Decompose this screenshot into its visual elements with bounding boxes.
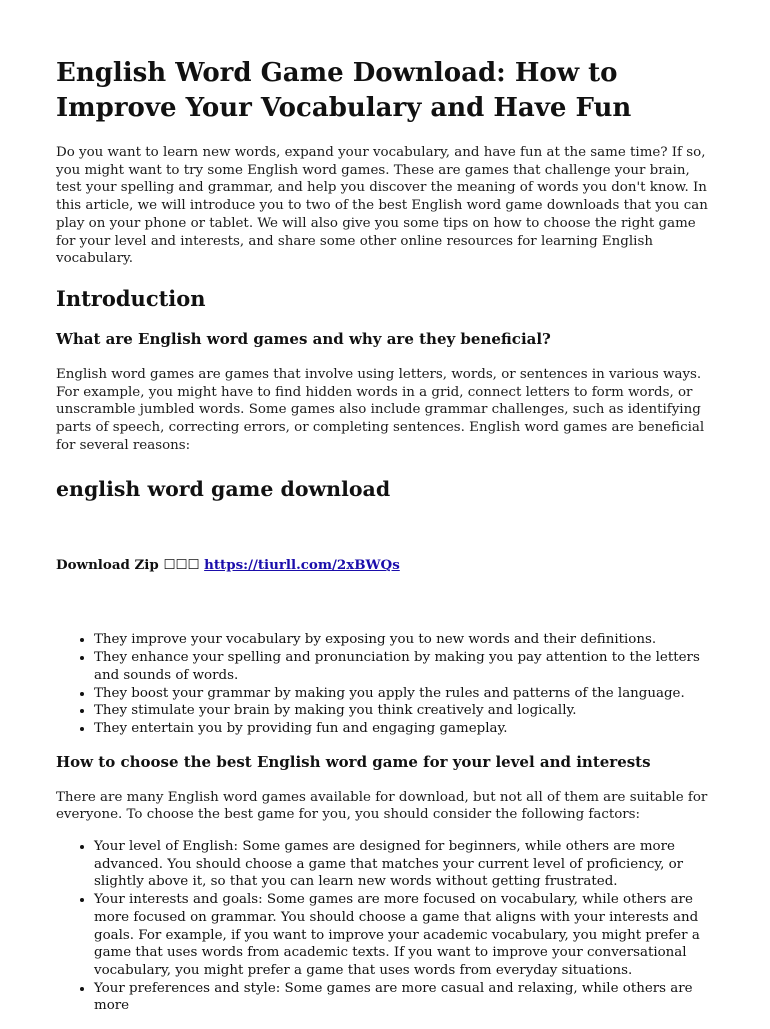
what-heading: What are English word games and why are they beneficial? — [56, 329, 551, 348]
download-link[interactable]: https://tiurll.com/2xBWQs — [204, 557, 400, 574]
list-item: • Your level of English: Some games are designed for beginners, while others are more advanced. You should choose a game that matches your current level of proficiency, or slightly above it, so that you can learn new words without getting frustrated. — [94, 838, 716, 891]
list-item: • Your preferences and style: Some games are more casual and relaxing, while others are more — [94, 980, 716, 1015]
page-title: English Word Game Download: How to Improve Your Vocabulary and Have Fun — [56, 58, 632, 123]
list-item: • They boost your grammar by making you apply the rules and patterns of the language. — [94, 685, 716, 703]
list-item: • They entertain you by providing fun and engaging gameplay. — [94, 720, 716, 738]
arrow-glyphs: ☐☐☐ — [163, 558, 200, 574]
what-paragraph: English word games are games that involve using letters, words, or sentences in various ways. For example, you might have to find hidden words in a grid, connect letters to form words, or unscramble jumbled words. Some games also include grammar challenges, such as identifying parts of speech, correcting errors, or completing sentences. English word games are beneficial for several reasons: — [56, 366, 705, 453]
download-line — [56, 556, 716, 575]
introduction-heading: Introduction — [56, 285, 206, 311]
intro-paragraph: Do you want to learn new words, expand your vocabulary, and have fun at the same time? If so, you might want to try some English word games. These are games that challenge your brain, test your spelling and grammar, and help you discover the meaning of words you don't know. In this article, we will introduce you to two of the best English word game downloads that you can play on your phone or tablet. We will also give you some tips on how to choose the right game for your level and interests, and share some other online resources for learning English vocabulary. — [56, 145, 708, 267]
factors-list — [56, 838, 716, 1015]
list-item: • They improve your vocabulary by exposing you to new words and their definitions. — [94, 631, 716, 649]
list-item: • They stimulate your brain by making you think creatively and logically. — [94, 702, 716, 720]
choose-heading: How to choose the best English word game for your level and interests — [56, 752, 651, 771]
keyword-heading: english word game download — [56, 477, 391, 502]
download-label: Download Zip — [56, 557, 159, 574]
choose-paragraph: There are many English word games available for download, but not all of them are suitable for everyone. To choose the best game for you, you should consider the following factors: — [56, 789, 708, 823]
list-item: • Your interests and goals: Some games are more focused on vocabulary, while others are more focused on grammar. You should choose a game that aligns with your interests and goals. For example, if you want to improve your academic vocabulary, you might prefer a game that uses words from academic texts. If you want to improve your conversational vocabulary, you might prefer a game that uses words from everyday situations. — [94, 891, 716, 980]
article — [56, 56, 716, 1029]
list-item: • They enhance your spelling and pronunciation by making you pay attention to the letters and sounds of words. — [94, 649, 716, 684]
benefits-list — [56, 631, 716, 737]
